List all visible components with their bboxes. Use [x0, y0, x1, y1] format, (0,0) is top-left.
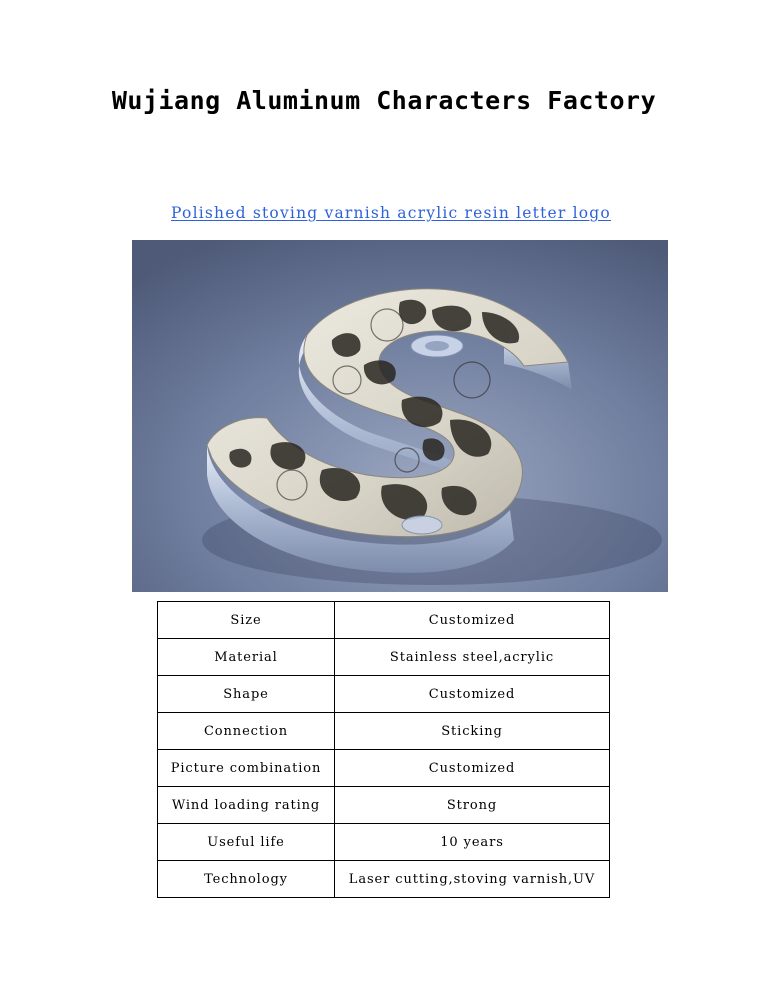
table-row	[158, 787, 610, 824]
spec-value: Customized	[335, 602, 610, 639]
spec-label: Connection	[158, 713, 335, 750]
spec-value: Laser cutting,stoving varnish,UV	[335, 861, 610, 898]
spec-label: Picture combination	[158, 750, 335, 787]
table-row	[158, 750, 610, 787]
spec-label: Technology	[158, 861, 335, 898]
spec-table	[157, 601, 610, 898]
spec-value: Stainless steel,acrylic	[335, 639, 610, 676]
table-row	[158, 676, 610, 713]
spec-label: Size	[158, 602, 335, 639]
table-row	[158, 824, 610, 861]
spec-value: 10 years	[335, 824, 610, 861]
spec-label: Wind loading rating	[158, 787, 335, 824]
table-row	[158, 713, 610, 750]
spec-value: Sticking	[335, 713, 610, 750]
table-row	[158, 861, 610, 898]
table-row	[158, 639, 610, 676]
product-title-link[interactable]: Polished stoving varnish acrylic resin letter logo	[171, 204, 611, 222]
spec-label: Useful life	[158, 824, 335, 861]
spec-label: Material	[158, 639, 335, 676]
spec-value: Customized	[335, 676, 610, 713]
page-title: Wujiang Aluminum Characters Factory	[111, 86, 657, 115]
spec-label: Shape	[158, 676, 335, 713]
spec-value: Customized	[335, 750, 610, 787]
table-row	[158, 602, 610, 639]
spec-value: Strong	[335, 787, 610, 824]
product-photo	[132, 240, 668, 592]
